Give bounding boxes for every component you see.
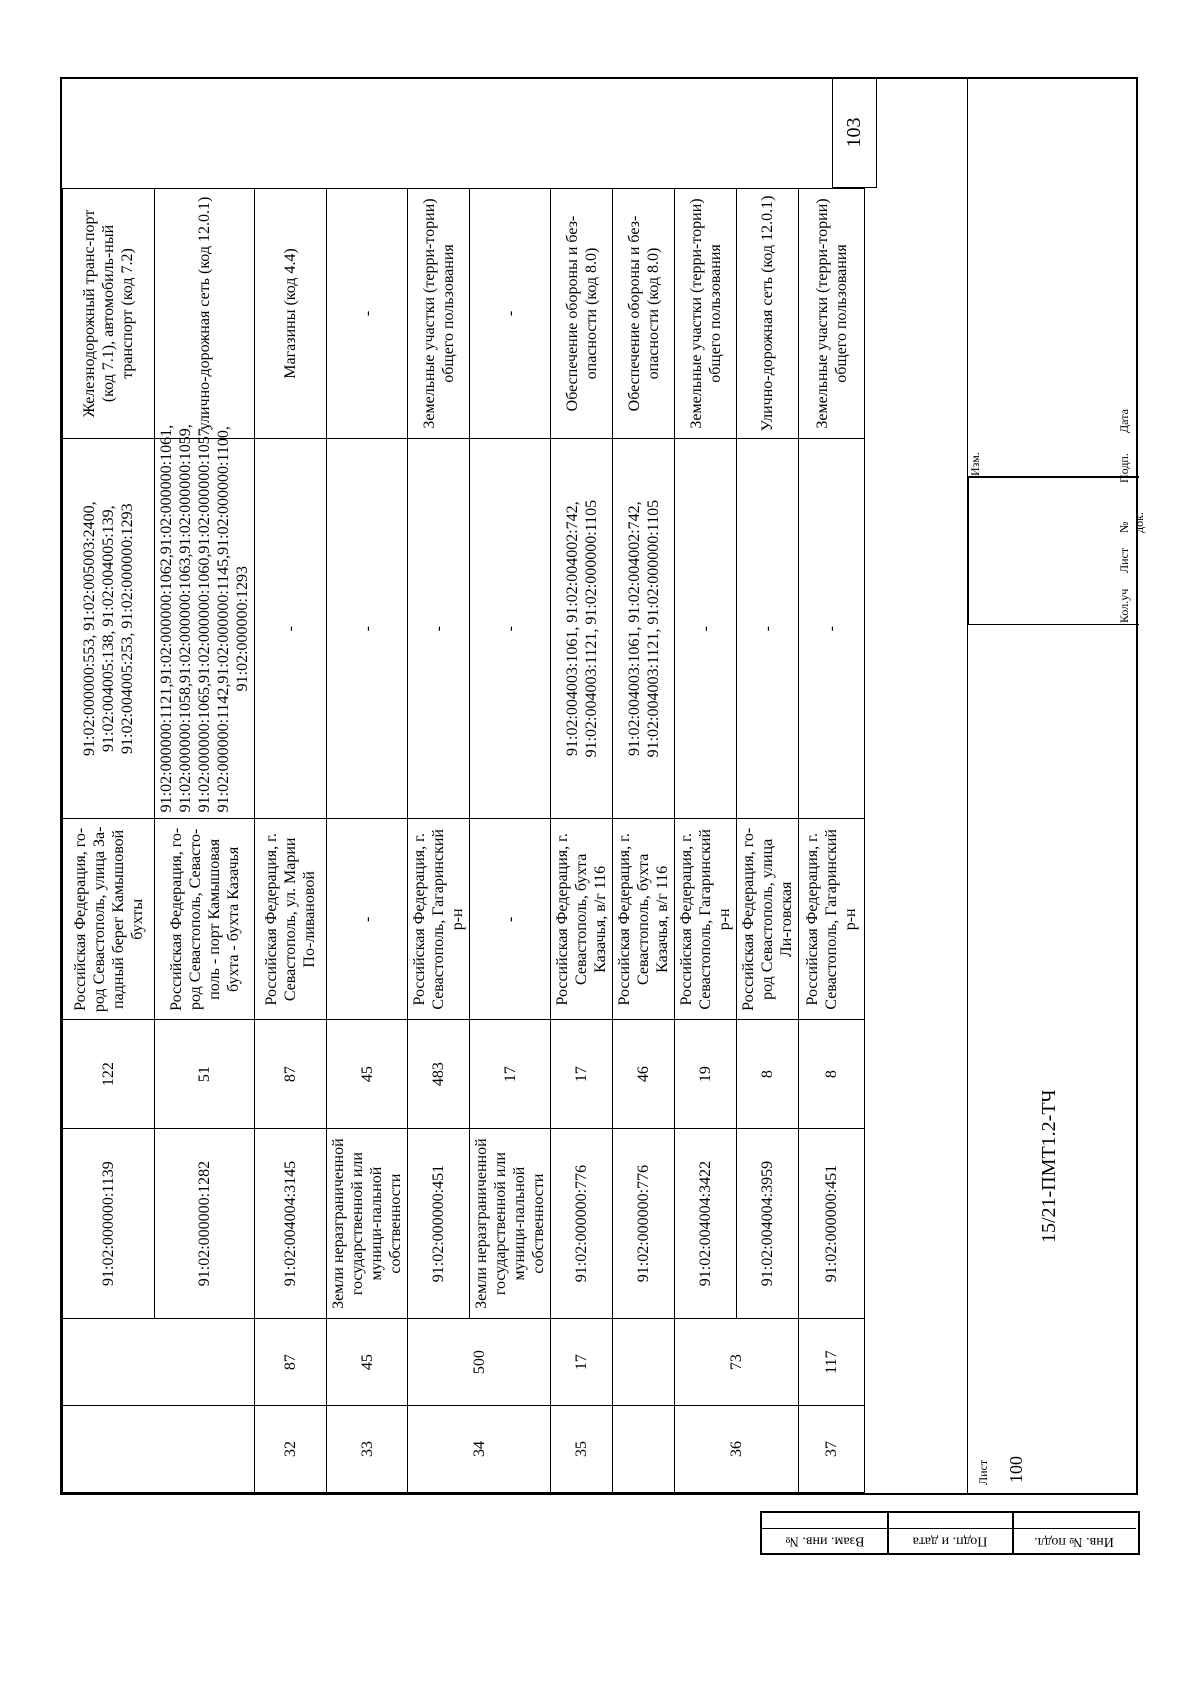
area-part: 87 [255,1020,327,1129]
area-total: 17 [551,1319,613,1406]
related-cadastral: 91:02:004003:1061, 91:02:004002:742, 91:02:004003:1121, 91:02:000000:1105 [551,438,613,818]
permitted-use: улично-дорожная сеть (код 12.0.1) [155,189,255,439]
table-row [737,189,799,1493]
permitted-use: - [470,189,551,439]
sheet-number-box [998,1423,1038,1493]
cadastral-number: Земли неразграниченной государственной или муници-пальной собственности [470,1129,551,1319]
row-number [613,1406,675,1493]
cadastral-number: 91:02:000000:776 [551,1129,613,1319]
address: Российская Федерация, г. Севастополь, Гагаринский р-н [675,819,737,1020]
related-cadastral: - [255,438,327,818]
area-total: 45 [327,1319,408,1406]
area-total: 117 [799,1319,865,1406]
row-number: 35 [551,1406,613,1493]
margin-stamp [760,1511,1140,1555]
table-row [327,189,408,1493]
page-number: 103 [843,117,865,148]
label-list: Лист [1117,547,1131,573]
area-total [63,1319,255,1406]
related-cadastral: 91:02:004003:1061, 91:02:004002:742, 91:02:004003:1121, 91:02:000000:1105 [613,438,675,818]
address: Российская Федерация, г. Севастополь, Гагаринский р-н [799,819,865,1020]
label-izm: Изм. [968,452,982,476]
related-cadastral: 91:02:000000:1121,91:02:000000:1062,91:02:000000:1061, 91:02:000000:1058,91:02:000000:1063,91:02:000000:1059, 91:02:000000:1065,91:02:000000:1060,91:02:000000:1057, 91:02:000000:1142,91:02:000000:1145,91:02:000000:1100, 91:02:000000:1293 [155,438,255,818]
table-row [613,189,675,1493]
parcel-table [62,188,865,1493]
stamp-vzam-inv-label: Взам. инв. № [785,1534,864,1549]
area-part: 122 [63,1020,155,1129]
address: Российская Федерация, г. Севастополь, бухта Казачья, в/г 116 [551,819,613,1020]
cadastral-number: 91:02:004004:3422 [675,1129,737,1319]
document-code: 15/21-ПМТ1.2-ТЧ [1038,1089,1060,1243]
row-number: 32 [255,1406,327,1493]
area-part: 45 [327,1020,408,1129]
permitted-use: Магазины (код 4.4) [255,189,327,439]
permitted-use: Железнодорожный транс-порт (код 7.1), автомобиль-ный транспорт (код 7.2) [63,189,155,439]
area-part: 17 [470,1020,551,1129]
area-total: 500 [408,1319,551,1406]
permitted-use: Земельные участки (терри-тории) общего пользования [675,189,737,439]
stamp-podp-data-label: Подп. и дата [912,1533,987,1549]
address: Российская Федерация, г. Севастополь, Гагаринский р-н [408,819,470,1020]
label-n-dok: № док. [1117,512,1146,533]
related-cadastral: - [737,438,799,818]
permitted-use: - [327,189,408,439]
address: - [327,819,408,1020]
table-row [551,189,613,1493]
sheet-label: Лист [976,1459,990,1485]
sheet-number: 100 [1006,1456,1026,1483]
area-part: 46 [613,1020,675,1129]
permitted-use: Обеспечение обороны и без-опасности (код 8.0) [551,189,613,439]
related-cadastral: - [470,438,551,818]
table-row [63,189,155,1493]
permitted-use: Улично-дорожная сеть (код 12.0.1) [737,189,799,439]
stamp-vzam-inv [762,1513,889,1553]
cadastral-number: 91:02:000000:451 [408,1129,470,1319]
area-part: 483 [408,1020,470,1129]
label-podp: Подп. [1117,453,1131,483]
table-row [408,189,470,1493]
address: Российская Федерация, го-род Севастополь, Севасто-поль - порт Камышовая бухта - бухта Казачья [155,819,255,1020]
stamp-inv-podl-label: Инв. № подл. [1034,1534,1114,1549]
table-row [255,189,327,1493]
area-part: 19 [675,1020,737,1129]
address: Российская Федерация, г. Севастополь, бухта Казачья, в/г 116 [613,819,675,1020]
title-block [967,77,1138,1493]
cadastral-number: 91:02:000000:1139 [63,1129,155,1319]
main-frame [60,77,1146,1495]
signature-grid [968,477,1139,625]
table-row [799,189,865,1493]
stamp-inv-podl [1012,1513,1136,1553]
area-part: 8 [737,1020,799,1129]
stamp-podp-data [887,1513,1014,1553]
row-number [63,1406,255,1493]
address: - [470,819,551,1020]
label-data: Дата [1117,409,1131,433]
row-number: 37 [799,1406,865,1493]
area-total [613,1319,675,1406]
row-number: 33 [327,1406,408,1493]
label-kol-uch: Кол.уч [1117,588,1131,623]
area-part: 17 [551,1020,613,1129]
signature-labels-row [1117,409,1146,1493]
related-cadastral: - [408,438,470,818]
table-row [155,189,255,1493]
row-number: 36 [675,1406,799,1493]
cadastral-number: 91:02:004004:3959 [737,1129,799,1319]
sig-labels [968,454,1139,477]
cadastral-number: 91:02:000000:1282 [155,1129,255,1319]
table-row [470,189,551,1493]
address: Российская Федерация, го-род Севастополь, улица Ли-говская [737,819,799,1020]
permitted-use: Земельные участки (терри-тории) общего пользования [408,189,470,439]
related-cadastral: - [675,438,737,818]
sheet-label-box [968,1423,998,1493]
cadastral-number: 91:02:004004:3145 [255,1129,327,1319]
permitted-use: Обеспечение обороны и без-опасности (код 8.0) [613,189,675,439]
related-cadastral: 91:02:000000:553, 91:02:005003:2400, 91:02:004005:138, 91:02:004005:139, 91:02:004005:253, 91:02:000000:1293 [63,438,155,818]
permitted-use: Земельные участки (терри-тории) общего пользования [799,189,865,439]
row-number: 34 [408,1406,551,1493]
cadastral-number: 91:02:000000:451 [799,1129,865,1319]
cadastral-number: 91:02:000000:776 [613,1129,675,1319]
related-cadastral: - [799,438,865,818]
area-part: 8 [799,1020,865,1129]
area-total: 87 [255,1319,327,1406]
related-cadastral: - [327,438,408,818]
area-total: 73 [675,1319,799,1406]
cadastral-number: Земли неразграниченной государственной или муници-пальной собственности [327,1129,408,1319]
area-part: 51 [155,1020,255,1129]
address: Российская Федерация, г. Севастополь, ул. Марии По-ливановой [255,819,327,1020]
page-number-box [832,77,877,188]
address: Российская Федерация, го-род Севастополь, улица За-падный берег Камышовой бухты [63,819,155,1020]
table-row [675,189,737,1493]
rotated-page [60,75,1146,1555]
